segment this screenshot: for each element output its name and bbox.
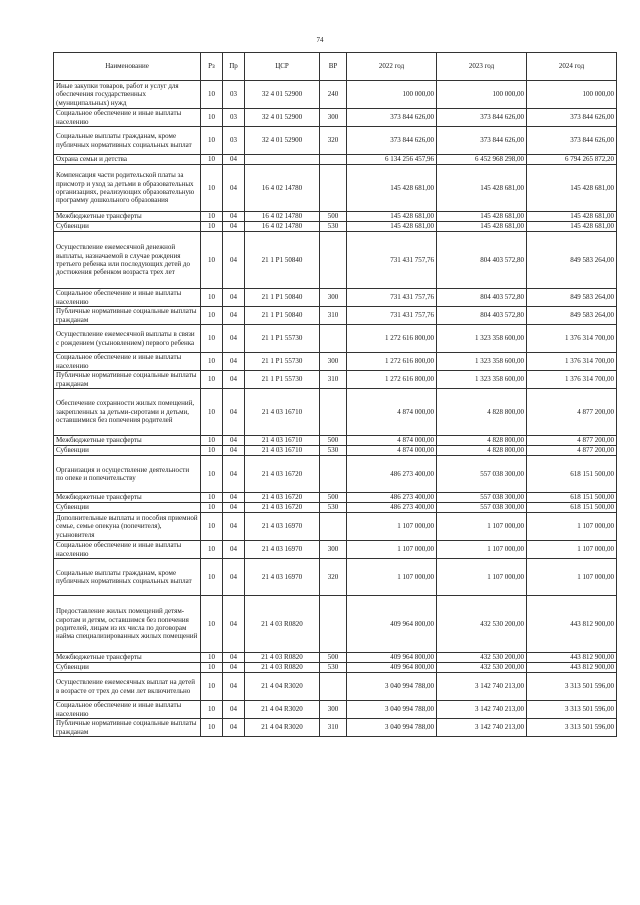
cell-rz: 10 xyxy=(201,653,223,663)
cell-2023: 557 038 300,00 xyxy=(437,503,527,513)
cell-rz: 10 xyxy=(201,541,223,559)
cell-csr: 21 4 03 16710 xyxy=(245,389,320,436)
cell-2023: 3 142 740 213,00 xyxy=(437,673,527,701)
cell-name: Социальные выплаты гражданам, кроме публичных нормативных социальных выплат xyxy=(54,127,201,155)
header-pr: Пр xyxy=(223,53,245,81)
cell-pr: 04 xyxy=(223,155,245,165)
cell-2024: 6 794 265 872,20 xyxy=(527,155,617,165)
cell-2023: 432 530 200,00 xyxy=(437,596,527,653)
cell-2022: 100 000,00 xyxy=(347,81,437,109)
cell-vr: 300 xyxy=(320,109,347,127)
cell-csr: 21 1 P1 55730 xyxy=(245,325,320,353)
cell-csr: 16 4 02 14780 xyxy=(245,222,320,232)
cell-vr: 320 xyxy=(320,127,347,155)
cell-pr: 04 xyxy=(223,222,245,232)
cell-2023: 4 828 800,00 xyxy=(437,436,527,446)
cell-pr: 04 xyxy=(223,307,245,325)
cell-pr: 04 xyxy=(223,493,245,503)
table-row xyxy=(54,513,617,541)
cell-csr: 21 1 P1 50840 xyxy=(245,307,320,325)
cell-2022: 3 040 994 788,00 xyxy=(347,701,437,719)
cell-2022: 1 272 616 800,00 xyxy=(347,353,437,371)
cell-csr: 21 4 03 16970 xyxy=(245,541,320,559)
cell-2024: 145 428 681,00 xyxy=(527,212,617,222)
cell-csr: 16 4 02 14780 xyxy=(245,212,320,222)
cell-name: Социальное обеспечение и иные выплаты населению xyxy=(54,353,201,371)
cell-2024: 3 313 501 596,00 xyxy=(527,701,617,719)
cell-pr: 04 xyxy=(223,436,245,446)
cell-rz: 10 xyxy=(201,289,223,307)
cell-csr: 21 1 P1 55730 xyxy=(245,353,320,371)
cell-2023: 432 530 200,00 xyxy=(437,663,527,673)
cell-csr: 21 4 03 16720 xyxy=(245,503,320,513)
header-2023: 2023 год xyxy=(437,53,527,81)
cell-name: Осуществление ежемесячных выплат на детей в возрасте от трех до семи лет включительно xyxy=(54,673,201,701)
cell-rz: 10 xyxy=(201,503,223,513)
cell-name: Публичные нормативные социальные выплаты гражданам xyxy=(54,371,201,389)
cell-2024: 373 844 626,00 xyxy=(527,127,617,155)
cell-2022: 145 428 681,00 xyxy=(347,212,437,222)
cell-2022: 1 107 000,00 xyxy=(347,513,437,541)
cell-csr: 21 4 03 16970 xyxy=(245,559,320,596)
cell-rz: 10 xyxy=(201,81,223,109)
cell-name: Осуществление ежемесячной выплаты в связи с рождением (усыновлением) первого ребенка xyxy=(54,325,201,353)
cell-vr: 300 xyxy=(320,353,347,371)
table-row xyxy=(54,371,617,389)
cell-rz: 10 xyxy=(201,719,223,737)
cell-pr: 04 xyxy=(223,456,245,493)
header-2024: 2024 год xyxy=(527,53,617,81)
cell-2022: 145 428 681,00 xyxy=(347,222,437,232)
cell-name: Организация и осуществление деятельности по опеке и попечительству xyxy=(54,456,201,493)
cell-2022: 3 040 994 788,00 xyxy=(347,673,437,701)
cell-name: Социальное обеспечение и иные выплаты населению xyxy=(54,701,201,719)
cell-pr: 04 xyxy=(223,325,245,353)
table-row xyxy=(54,653,617,663)
cell-2022: 4 874 000,00 xyxy=(347,446,437,456)
table-row xyxy=(54,81,617,109)
cell-2024: 4 877 200,00 xyxy=(527,389,617,436)
cell-csr: 32 4 01 52900 xyxy=(245,127,320,155)
cell-2022: 3 040 994 788,00 xyxy=(347,719,437,737)
cell-name: Субвенции xyxy=(54,446,201,456)
cell-csr: 21 4 03 16710 xyxy=(245,436,320,446)
cell-vr xyxy=(320,155,347,165)
cell-vr: 530 xyxy=(320,446,347,456)
cell-name: Охрана семьи и детства xyxy=(54,155,201,165)
cell-2024: 1 107 000,00 xyxy=(527,513,617,541)
cell-2022: 409 964 800,00 xyxy=(347,653,437,663)
cell-vr xyxy=(320,513,347,541)
table-row xyxy=(54,436,617,446)
budget-table xyxy=(53,52,617,737)
cell-rz: 10 xyxy=(201,389,223,436)
cell-2022: 731 431 757,76 xyxy=(347,307,437,325)
table-row xyxy=(54,212,617,222)
cell-vr: 500 xyxy=(320,212,347,222)
cell-vr: 320 xyxy=(320,559,347,596)
cell-pr: 03 xyxy=(223,81,245,109)
cell-vr: 300 xyxy=(320,289,347,307)
cell-2023: 145 428 681,00 xyxy=(437,165,527,212)
cell-2023: 1 107 000,00 xyxy=(437,541,527,559)
cell-2024: 3 313 501 596,00 xyxy=(527,719,617,737)
cell-pr: 04 xyxy=(223,371,245,389)
table-row xyxy=(54,559,617,596)
cell-rz: 10 xyxy=(201,559,223,596)
cell-2023: 432 530 200,00 xyxy=(437,653,527,663)
table-row xyxy=(54,222,617,232)
cell-rz: 10 xyxy=(201,436,223,446)
cell-2024: 3 313 501 596,00 xyxy=(527,673,617,701)
cell-2024: 4 877 200,00 xyxy=(527,436,617,446)
cell-name: Межбюджетные трансферты xyxy=(54,436,201,446)
table-row xyxy=(54,456,617,493)
table-row xyxy=(54,232,617,289)
cell-vr: 500 xyxy=(320,493,347,503)
cell-2024: 373 844 626,00 xyxy=(527,109,617,127)
cell-csr: 21 4 03 16710 xyxy=(245,446,320,456)
cell-2023: 1 107 000,00 xyxy=(437,513,527,541)
cell-2022: 1 107 000,00 xyxy=(347,541,437,559)
cell-csr: 21 1 P1 50840 xyxy=(245,289,320,307)
cell-2022: 6 134 256 457,96 xyxy=(347,155,437,165)
cell-pr: 04 xyxy=(223,212,245,222)
cell-csr: 21 4 03 R0820 xyxy=(245,663,320,673)
cell-vr xyxy=(320,456,347,493)
cell-name: Субвенции xyxy=(54,663,201,673)
table-row xyxy=(54,596,617,653)
cell-2023: 373 844 626,00 xyxy=(437,109,527,127)
cell-2024: 849 583 264,00 xyxy=(527,232,617,289)
table-row xyxy=(54,673,617,701)
cell-2023: 4 828 800,00 xyxy=(437,446,527,456)
cell-name: Социальное обеспечение и иные выплаты населению xyxy=(54,541,201,559)
cell-vr: 500 xyxy=(320,653,347,663)
cell-2023: 557 038 300,00 xyxy=(437,456,527,493)
cell-rz: 10 xyxy=(201,663,223,673)
cell-2023: 804 403 572,80 xyxy=(437,232,527,289)
header-vr: ВР xyxy=(320,53,347,81)
cell-2023: 1 323 358 600,00 xyxy=(437,353,527,371)
cell-csr: 32 4 01 52900 xyxy=(245,109,320,127)
cell-name: Предоставление жилых помещений детям-сиротам и детям, оставшимся без попечения родителей, лицам из их числа по договорам найма специализированных жилых помещений xyxy=(54,596,201,653)
cell-2024: 1 107 000,00 xyxy=(527,559,617,596)
cell-vr xyxy=(320,232,347,289)
cell-vr: 530 xyxy=(320,222,347,232)
cell-vr: 300 xyxy=(320,541,347,559)
cell-2023: 804 403 572,80 xyxy=(437,307,527,325)
cell-2022: 486 273 400,00 xyxy=(347,456,437,493)
cell-pr: 04 xyxy=(223,673,245,701)
cell-vr: 310 xyxy=(320,307,347,325)
cell-rz: 10 xyxy=(201,325,223,353)
cell-csr: 21 1 P1 55730 xyxy=(245,371,320,389)
cell-csr: 21 4 04 R3020 xyxy=(245,719,320,737)
cell-name: Субвенции xyxy=(54,503,201,513)
cell-pr: 04 xyxy=(223,663,245,673)
cell-2022: 1 272 616 800,00 xyxy=(347,371,437,389)
cell-csr: 21 4 03 R0820 xyxy=(245,653,320,663)
cell-vr: 530 xyxy=(320,503,347,513)
cell-pr: 04 xyxy=(223,289,245,307)
cell-2022: 4 874 000,00 xyxy=(347,389,437,436)
cell-2023: 100 000,00 xyxy=(437,81,527,109)
cell-pr: 04 xyxy=(223,719,245,737)
cell-name: Публичные нормативные социальные выплаты гражданам xyxy=(54,307,201,325)
cell-2022: 373 844 626,00 xyxy=(347,127,437,155)
cell-2024: 618 151 500,00 xyxy=(527,503,617,513)
header-rz: Рз xyxy=(201,53,223,81)
cell-csr: 21 4 03 16720 xyxy=(245,456,320,493)
table-row xyxy=(54,155,617,165)
cell-vr xyxy=(320,165,347,212)
cell-csr: 21 4 04 R3020 xyxy=(245,701,320,719)
cell-name: Дополнительные выплаты и пособия приемной семье, семье опекуна (попечителя), усыновителя xyxy=(54,513,201,541)
cell-2023: 804 403 572,80 xyxy=(437,289,527,307)
table-row xyxy=(54,701,617,719)
cell-name: Публичные нормативные социальные выплаты гражданам xyxy=(54,719,201,737)
cell-2023: 3 142 740 213,00 xyxy=(437,701,527,719)
cell-rz: 10 xyxy=(201,353,223,371)
cell-2023: 6 452 968 298,00 xyxy=(437,155,527,165)
cell-2022: 145 428 681,00 xyxy=(347,165,437,212)
table-row xyxy=(54,719,617,737)
cell-rz: 10 xyxy=(201,456,223,493)
cell-vr: 500 xyxy=(320,436,347,446)
cell-2024: 849 583 264,00 xyxy=(527,307,617,325)
cell-2022: 486 273 400,00 xyxy=(347,493,437,503)
cell-rz: 10 xyxy=(201,673,223,701)
header-csr: ЦСР xyxy=(245,53,320,81)
cell-pr: 04 xyxy=(223,701,245,719)
cell-rz: 10 xyxy=(201,127,223,155)
cell-rz: 10 xyxy=(201,232,223,289)
cell-rz: 10 xyxy=(201,701,223,719)
cell-csr: 16 4 02 14780 xyxy=(245,165,320,212)
cell-2022: 4 874 000,00 xyxy=(347,436,437,446)
cell-pr: 04 xyxy=(223,596,245,653)
table-row xyxy=(54,541,617,559)
cell-rz: 10 xyxy=(201,155,223,165)
cell-name: Обеспечение сохранности жилых помещений, закрепленных за детьми-сиротами и детьми, оставшимися без попечения родителей xyxy=(54,389,201,436)
cell-pr: 03 xyxy=(223,127,245,155)
cell-2024: 618 151 500,00 xyxy=(527,493,617,503)
table-row xyxy=(54,663,617,673)
cell-name: Социальные выплаты гражданам, кроме публичных нормативных социальных выплат xyxy=(54,559,201,596)
cell-rz: 10 xyxy=(201,222,223,232)
cell-vr: 310 xyxy=(320,719,347,737)
cell-2024: 443 812 900,00 xyxy=(527,596,617,653)
table-body xyxy=(54,81,617,737)
cell-name: Социальное обеспечение и иные выплаты населению xyxy=(54,289,201,307)
cell-2022: 731 431 757,76 xyxy=(347,232,437,289)
table-header-row xyxy=(54,53,617,81)
cell-2023: 145 428 681,00 xyxy=(437,212,527,222)
cell-pr: 04 xyxy=(223,559,245,596)
cell-name: Осуществление ежемесячной денежной выплаты, назначаемой в случае рождения третьего ребенка или последующих детей до достижения ребенком возраста трех лет xyxy=(54,232,201,289)
cell-2022: 1 272 616 800,00 xyxy=(347,325,437,353)
table-row xyxy=(54,289,617,307)
table-row xyxy=(54,503,617,513)
cell-csr: 32 4 01 52900 xyxy=(245,81,320,109)
cell-2024: 849 583 264,00 xyxy=(527,289,617,307)
cell-pr: 04 xyxy=(223,446,245,456)
table-row xyxy=(54,389,617,436)
cell-csr: 21 4 04 R3020 xyxy=(245,673,320,701)
cell-name: Межбюджетные трансферты xyxy=(54,653,201,663)
cell-2023: 145 428 681,00 xyxy=(437,222,527,232)
cell-2023: 1 323 358 600,00 xyxy=(437,371,527,389)
cell-pr: 04 xyxy=(223,165,245,212)
cell-2024: 4 877 200,00 xyxy=(527,446,617,456)
header-name: Наименование xyxy=(54,53,201,81)
cell-2022: 731 431 757,76 xyxy=(347,289,437,307)
cell-rz: 10 xyxy=(201,493,223,503)
cell-2024: 100 000,00 xyxy=(527,81,617,109)
cell-2022: 486 273 400,00 xyxy=(347,503,437,513)
cell-csr: 21 4 03 R0820 xyxy=(245,596,320,653)
cell-2023: 3 142 740 213,00 xyxy=(437,719,527,737)
cell-csr: 21 4 03 16970 xyxy=(245,513,320,541)
cell-2023: 557 038 300,00 xyxy=(437,493,527,503)
table-row xyxy=(54,325,617,353)
cell-2024: 145 428 681,00 xyxy=(527,222,617,232)
cell-vr xyxy=(320,389,347,436)
cell-vr: 310 xyxy=(320,371,347,389)
cell-name: Субвенции xyxy=(54,222,201,232)
cell-name: Межбюджетные трансферты xyxy=(54,493,201,503)
cell-name: Компенсация части родительской платы за присмотр и уход за детьми в образовательных организациях, реализующих образовательную программу дошкольного образования xyxy=(54,165,201,212)
header-2022: 2022 год xyxy=(347,53,437,81)
cell-rz: 10 xyxy=(201,596,223,653)
cell-vr xyxy=(320,596,347,653)
cell-vr: 530 xyxy=(320,663,347,673)
cell-rz: 10 xyxy=(201,446,223,456)
cell-2023: 1 107 000,00 xyxy=(437,559,527,596)
cell-pr: 04 xyxy=(223,653,245,663)
table-row xyxy=(54,165,617,212)
cell-2024: 1 107 000,00 xyxy=(527,541,617,559)
cell-csr xyxy=(245,155,320,165)
cell-name: Социальное обеспечение и иные выплаты населению xyxy=(54,109,201,127)
cell-2024: 618 151 500,00 xyxy=(527,456,617,493)
cell-2024: 1 376 314 700,00 xyxy=(527,325,617,353)
cell-pr: 04 xyxy=(223,353,245,371)
cell-vr xyxy=(320,325,347,353)
cell-vr xyxy=(320,673,347,701)
cell-2023: 373 844 626,00 xyxy=(437,127,527,155)
cell-pr: 04 xyxy=(223,503,245,513)
cell-name: Иные закупки товаров, работ и услуг для обеспечения государственных (муниципальных) нужд xyxy=(54,81,201,109)
cell-rz: 10 xyxy=(201,109,223,127)
cell-2022: 409 964 800,00 xyxy=(347,596,437,653)
cell-csr: 21 4 03 16720 xyxy=(245,493,320,503)
cell-pr: 04 xyxy=(223,513,245,541)
cell-pr: 04 xyxy=(223,232,245,289)
cell-2024: 1 376 314 700,00 xyxy=(527,371,617,389)
cell-name: Межбюджетные трансферты xyxy=(54,212,201,222)
table-row xyxy=(54,353,617,371)
page-number: 74 xyxy=(316,36,324,44)
cell-2022: 373 844 626,00 xyxy=(347,109,437,127)
cell-2024: 443 812 900,00 xyxy=(527,663,617,673)
table-row xyxy=(54,109,617,127)
cell-2023: 4 828 800,00 xyxy=(437,389,527,436)
cell-2022: 1 107 000,00 xyxy=(347,559,437,596)
cell-rz: 10 xyxy=(201,307,223,325)
cell-csr: 21 1 P1 50840 xyxy=(245,232,320,289)
cell-pr: 04 xyxy=(223,389,245,436)
cell-2024: 443 812 900,00 xyxy=(527,653,617,663)
table-row xyxy=(54,446,617,456)
cell-rz: 10 xyxy=(201,212,223,222)
cell-pr: 03 xyxy=(223,109,245,127)
table-row xyxy=(54,493,617,503)
cell-vr: 240 xyxy=(320,81,347,109)
cell-2024: 145 428 681,00 xyxy=(527,165,617,212)
cell-2024: 1 376 314 700,00 xyxy=(527,353,617,371)
cell-rz: 10 xyxy=(201,165,223,212)
cell-2023: 1 323 358 600,00 xyxy=(437,325,527,353)
cell-rz: 10 xyxy=(201,513,223,541)
cell-vr: 300 xyxy=(320,701,347,719)
table-row xyxy=(54,307,617,325)
cell-pr: 04 xyxy=(223,541,245,559)
cell-2022: 409 964 800,00 xyxy=(347,663,437,673)
table-row xyxy=(54,127,617,155)
cell-rz: 10 xyxy=(201,371,223,389)
